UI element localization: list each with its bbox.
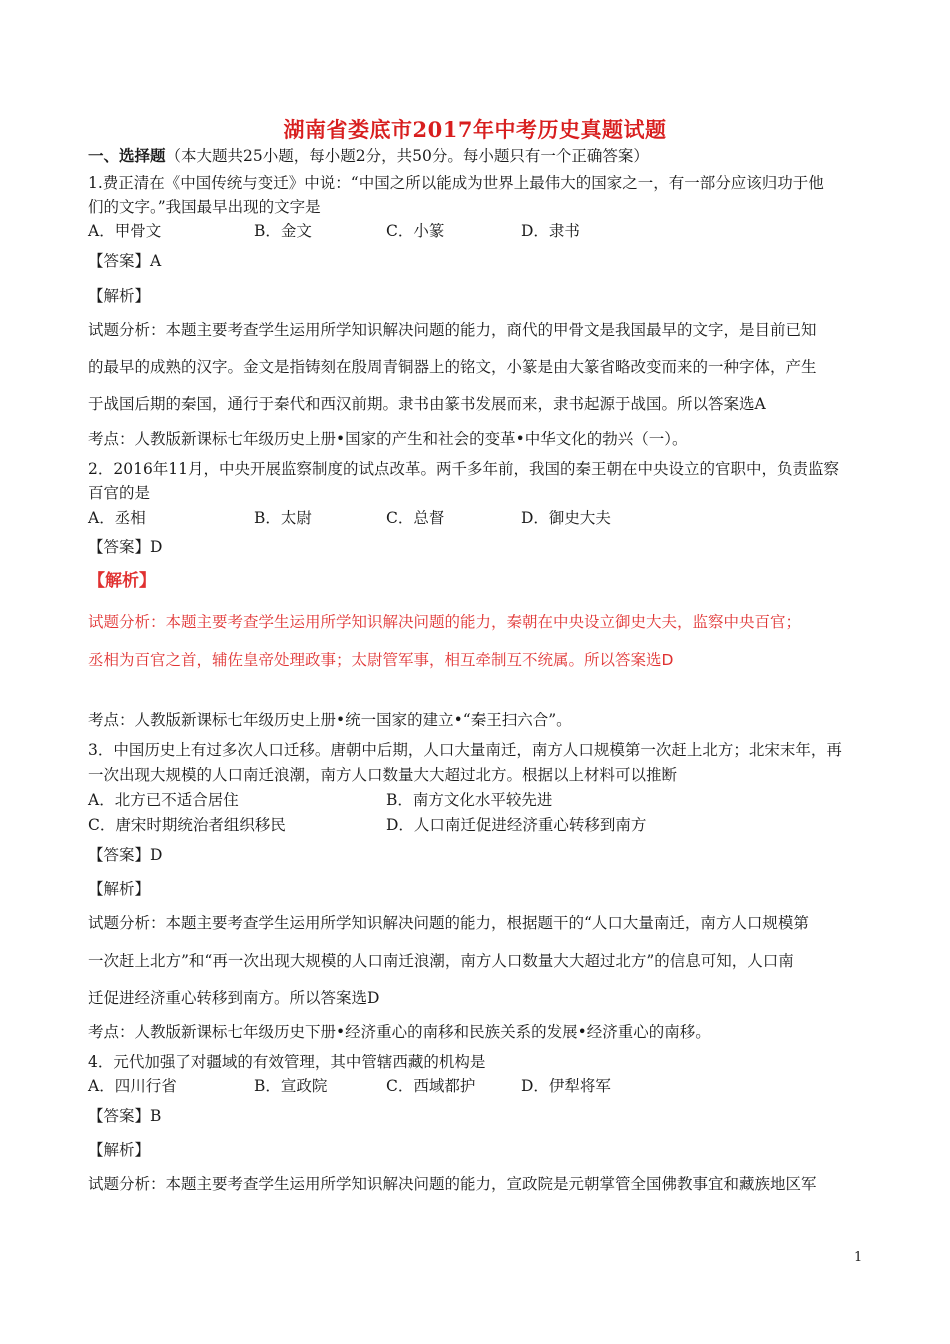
q1-stem-line1: 1.费正清在《中国传统与变迁》中说：“中国之所以能成为世界上最伟大的国家之一，有一部分应该归功于他 bbox=[88, 174, 824, 192]
q3-option-a: A．北方已不适合居住 bbox=[88, 791, 239, 809]
q2-option-a: A．丞相 bbox=[88, 509, 146, 527]
q1-analysis-label: 【解析】 bbox=[88, 287, 151, 305]
q4-option-d: D．伊犁将军 bbox=[521, 1077, 611, 1095]
q1-option-d: D．隶书 bbox=[521, 222, 580, 240]
q3-answer: 【答案】D bbox=[88, 846, 163, 864]
q2-stem-line2: 百官的是 bbox=[88, 484, 151, 502]
page-title: 湖南省娄底市2017年中考历史真题试题 bbox=[283, 117, 667, 142]
q3-analysis-label: 【解析】 bbox=[88, 880, 151, 898]
q1-option-b: B．金文 bbox=[254, 222, 312, 240]
q1-option-a: A．甲骨文 bbox=[88, 222, 162, 240]
q2-analysis-line2: 丞相为百官之首，辅佐皇帝处理政事；太尉管军事，相互牵制互不统属。所以答案选D bbox=[88, 651, 674, 669]
q3-option-d: D．人口南迁促进经济重心转移到南方 bbox=[386, 816, 647, 834]
q1-analysis-line2: 的最早的成熟的汉字。金文是指铸刻在殷周青铜器上的铭文，小篆是由大篆省略改变而来的一种字体，产生 bbox=[88, 358, 817, 376]
q4-option-a: A．四川行省 bbox=[88, 1077, 177, 1095]
q4-stem-line1: 4．元代加强了对疆域的有效管理，其中管辖西藏的机构是 bbox=[88, 1053, 486, 1071]
q1-point: 考点：人教版新课标七年级历史上册•国家的产生和社会的变革•中华文化的勃兴（一）。 bbox=[88, 430, 688, 448]
q4-answer: 【答案】B bbox=[88, 1107, 162, 1125]
page-number: 1 bbox=[854, 1250, 863, 1265]
q3-analysis-line1: 试题分析：本题主要考查学生运用所学知识解决问题的能力，根据题干的“人口大量南迁，南方人口规模第 bbox=[88, 914, 809, 932]
q2-analysis-line1: 试题分析：本题主要考查学生运用所学知识解决问题的能力，秦朝在中央设立御史大夫，监察中央百官； bbox=[88, 613, 802, 631]
q1-analysis-line1: 试题分析：本题主要考查学生运用所学知识解决问题的能力，商代的甲骨文是我国最早的文字，是目前已知 bbox=[88, 321, 817, 339]
q4-analysis-label: 【解析】 bbox=[88, 1141, 151, 1159]
q1-option-c: C．小篆 bbox=[386, 222, 445, 240]
q3-stem-line1: 3．中国历史上有过多次人口迁移。唐朝中后期，人口大量南迁，南方人口规模第一次赶上北方；北宋末年，再 bbox=[88, 741, 842, 759]
q2-point: 考点：人教版新课标七年级历史上册•统一国家的建立•“秦王扫六合”。 bbox=[88, 711, 572, 729]
section-header bbox=[88, 146, 649, 166]
q4-analysis-line1: 试题分析：本题主要考查学生运用所学知识解决问题的能力，宣政院是元朝掌管全国佛教事宜和藏族地区军 bbox=[88, 1175, 817, 1193]
q1-stem-line2: 们的文字。”我国最早出现的文字是 bbox=[88, 198, 321, 216]
q1-analysis-line3: 于战国后期的秦国，通行于秦代和西汉前期。隶书由篆书发展而来，隶书起源于战国。所以答案选A bbox=[88, 395, 766, 413]
q1-answer: 【答案】A bbox=[88, 252, 162, 270]
q3-point: 考点：人教版新课标七年级历史下册•经济重心的南移和民族关系的发展•经济重心的南移。 bbox=[88, 1023, 711, 1041]
q3-analysis-line3: 迁促进经济重心转移到南方。所以答案选D bbox=[88, 989, 380, 1007]
q2-analysis-label: 【解析】 bbox=[88, 571, 156, 591]
q4-option-c: C．西域都护 bbox=[386, 1077, 476, 1095]
q3-stem-line2: 一次出现大规模的人口南迁浪潮，南方人口数量大大超过北方。根据以上材料可以推断 bbox=[88, 766, 678, 784]
q4-option-b: B．宣政院 bbox=[254, 1077, 328, 1095]
q2-answer: 【答案】D bbox=[88, 538, 163, 556]
q2-option-c: C．总督 bbox=[386, 509, 445, 527]
q3-option-c: C．唐宋时期统治者组织移民 bbox=[88, 816, 286, 834]
q2-option-d: D．御史大夫 bbox=[521, 509, 611, 527]
q2-option-b: B．太尉 bbox=[254, 509, 312, 527]
q2-stem-line1: 2．2016年11月，中央开展监察制度的试点改革。两千多年前，我国的秦王朝在中央设立的官职中，负责监察 bbox=[88, 460, 840, 478]
section-note: （本大题共25小题，每小题2分，共50分。每小题只有一个正确答案） bbox=[165, 147, 649, 165]
q3-analysis-line2: 一次赶上北方”和“再一次出现大规模的人口南迁浪潮，南方人口数量大大超过北方”的信息可知，人口南 bbox=[88, 952, 794, 970]
section-heading: 一、选择题 bbox=[88, 146, 166, 165]
q3-option-b: B．南方文化水平较先进 bbox=[386, 791, 553, 809]
